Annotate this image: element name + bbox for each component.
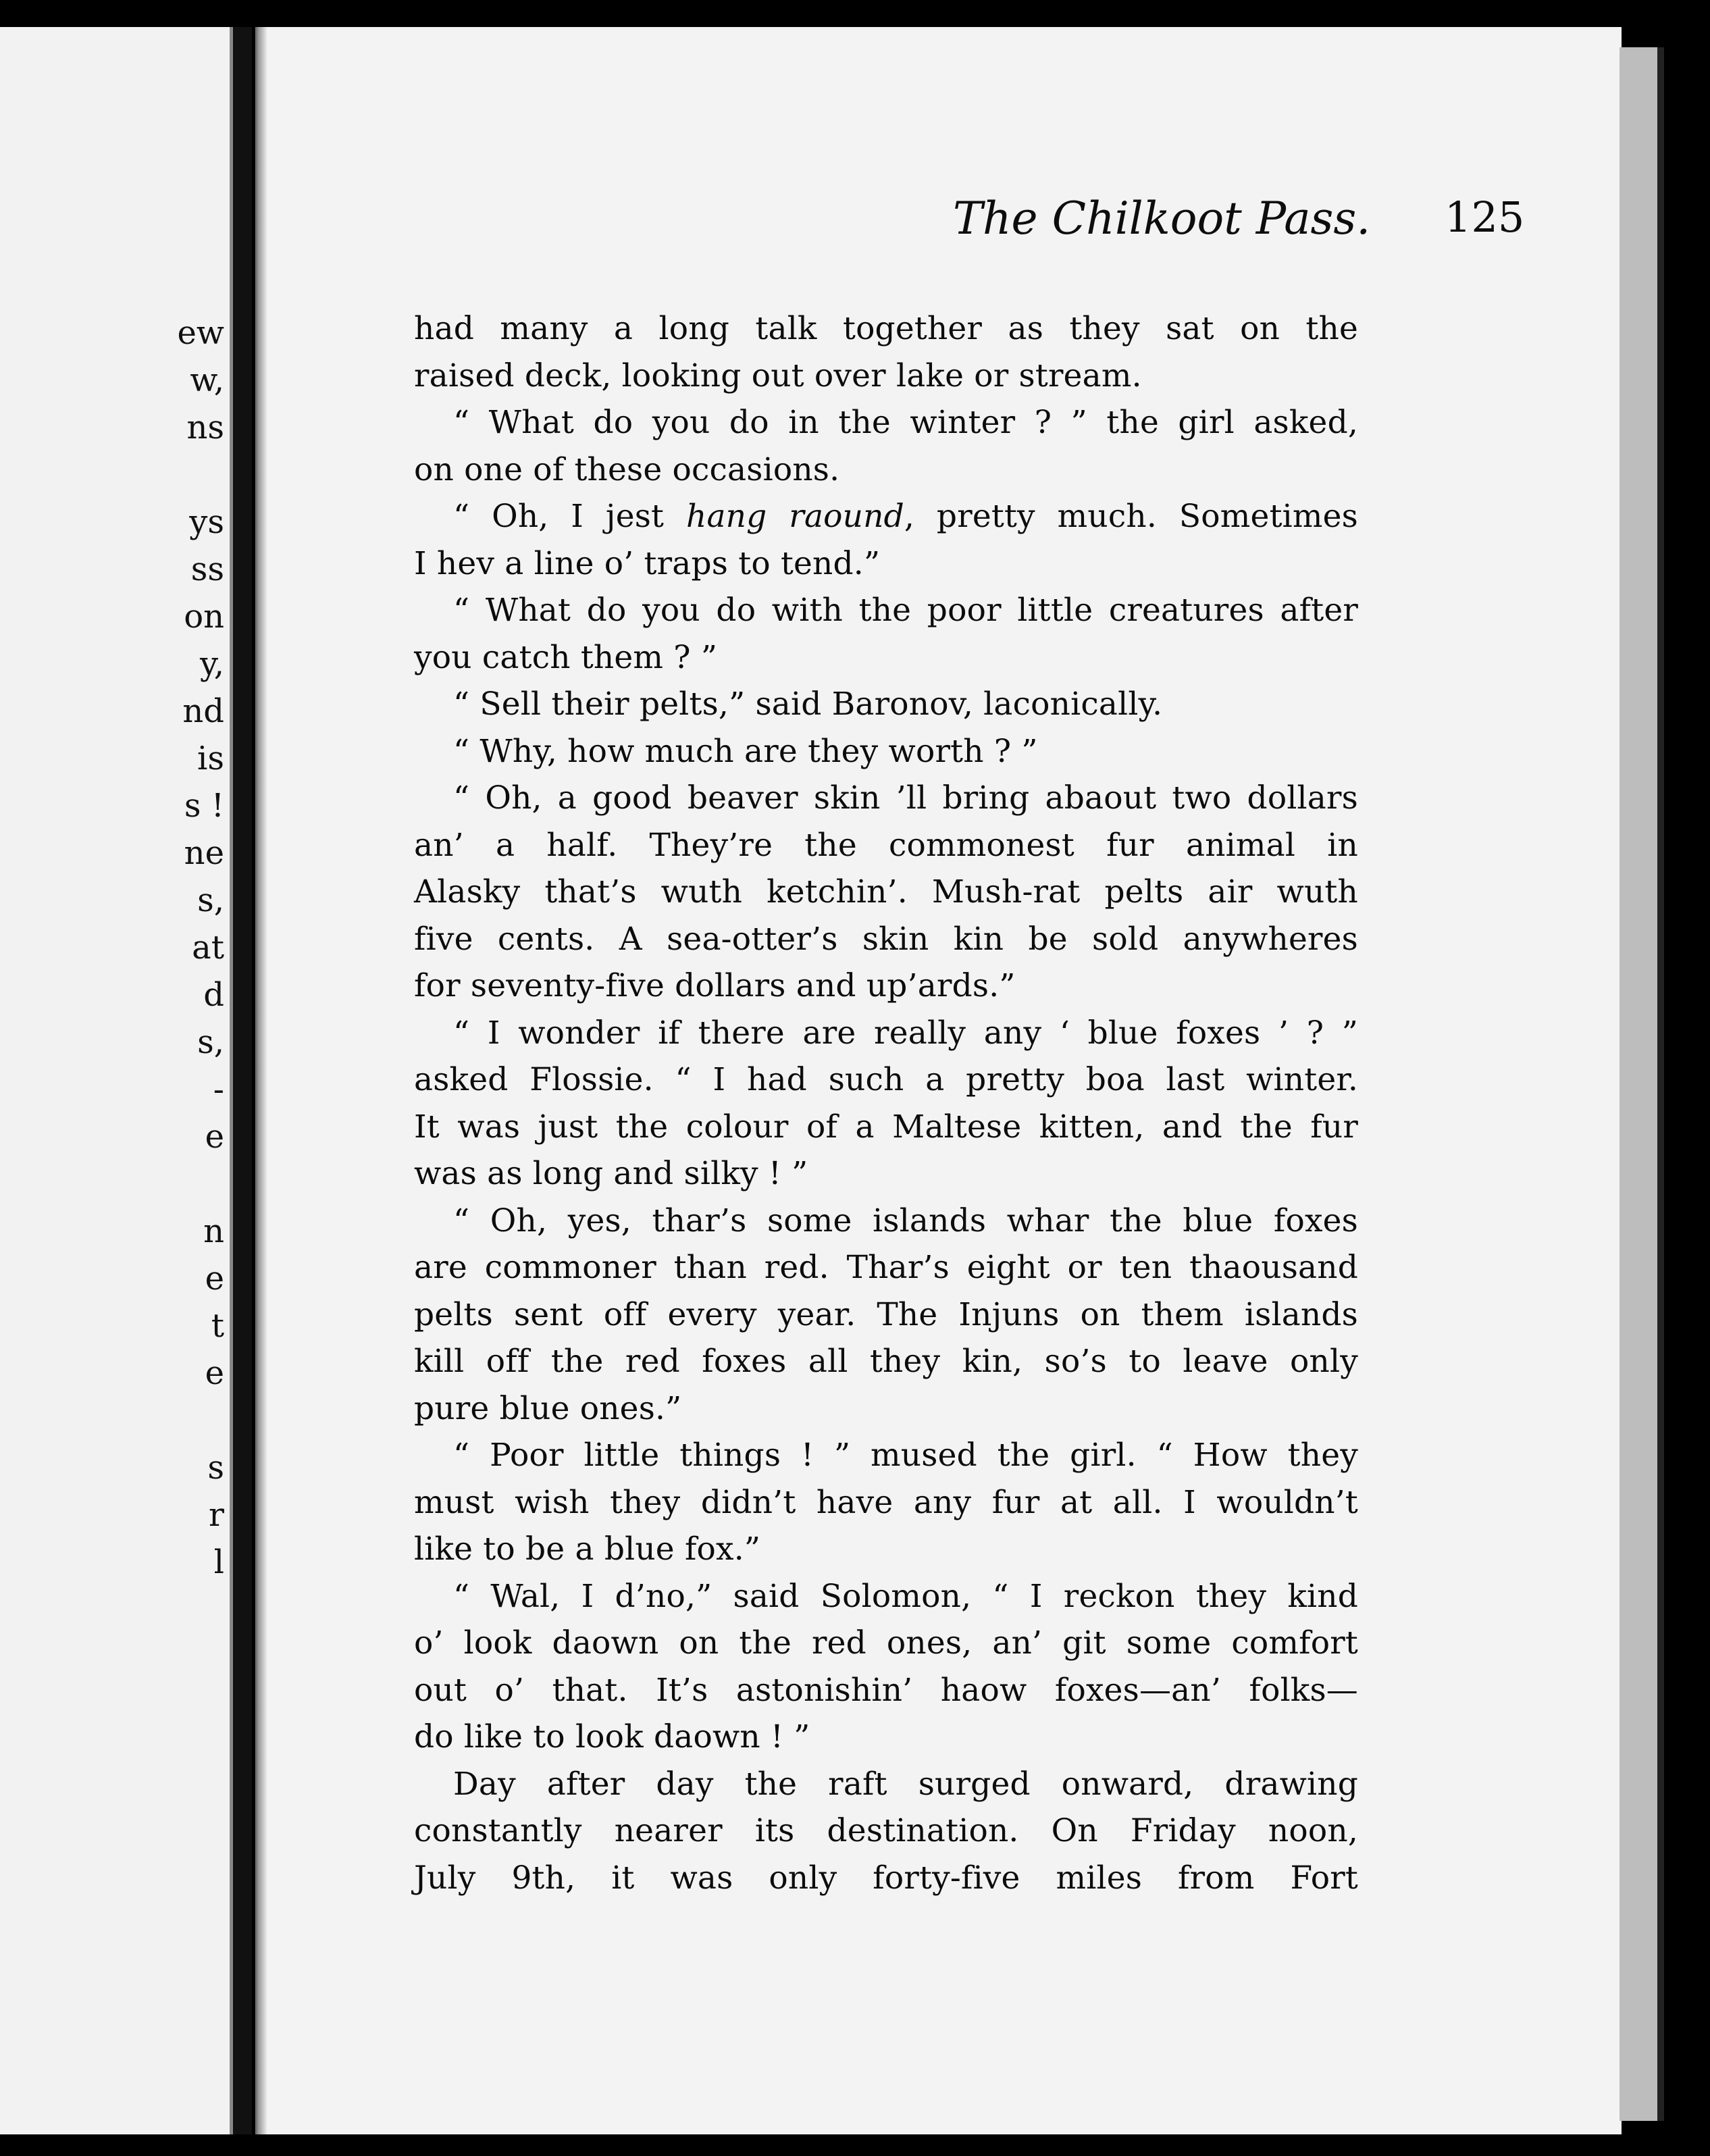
italic-phrase: hang raound bbox=[685, 498, 904, 535]
text-line: It was just the colour of a Maltese kitten, and the fur bbox=[414, 1108, 1358, 1146]
text-line: raised deck, looking out over lake or stream. bbox=[414, 357, 1142, 394]
left-page-fragment: e bbox=[205, 1354, 224, 1392]
text-line: five cents. A sea-otter’s skin kin be sold anywheres bbox=[414, 920, 1358, 958]
book-page bbox=[255, 27, 1622, 2134]
left-page-fragment: ew bbox=[177, 314, 224, 352]
left-page-fragment: ys bbox=[189, 503, 224, 541]
left-page-fragment: nd bbox=[182, 692, 224, 730]
left-page-fragment: on bbox=[184, 598, 224, 636]
text-line: asked Flossie. “ I had such a pretty boa last winter. bbox=[414, 1061, 1358, 1098]
left-page-fragment bbox=[178, 451, 225, 498]
text-line: must wish they didn’t have any fur at all. I wouldn’t bbox=[414, 1483, 1358, 1521]
text-line: “ Oh, a good beaver skin ’ll bring abaout two dollars bbox=[453, 779, 1358, 817]
left-page-fragment: s, bbox=[197, 1023, 224, 1061]
left-page-fragment: s bbox=[207, 1449, 224, 1487]
left-page-fragment bbox=[178, 1397, 225, 1444]
left-page-fragment: s, bbox=[197, 881, 224, 919]
text-line: pure blue ones.” bbox=[414, 1389, 682, 1427]
text-line: constantly nearer its destination. On Friday noon, bbox=[414, 1812, 1358, 1849]
book-gutter bbox=[233, 27, 252, 2134]
page-number: 125 bbox=[1445, 192, 1525, 242]
text-line: do like to look daown ! ” bbox=[414, 1718, 810, 1755]
text-line: on one of these occasions. bbox=[414, 451, 840, 488]
left-page-fragment: w, bbox=[190, 361, 224, 399]
left-page-fragment: - bbox=[213, 1071, 224, 1108]
left-page-fragment: at bbox=[192, 929, 224, 967]
left-page-fragment: s ! bbox=[184, 787, 224, 825]
text-line: “ What do you do with the poor little creatures after bbox=[453, 592, 1358, 629]
left-page-fragment: t bbox=[211, 1307, 224, 1345]
text-line: Day after day the raft surged onward, drawing bbox=[453, 1765, 1358, 1803]
left-page-fragment: y, bbox=[200, 645, 224, 683]
left-page-fragment: is bbox=[197, 740, 224, 777]
running-head bbox=[413, 192, 1622, 260]
text-line: “ Poor little things ! ” mused the girl. “ How they bbox=[453, 1437, 1358, 1474]
text-line: are commoner than red. Thar’s eight or ten thaousand bbox=[414, 1249, 1358, 1286]
left-page-fragment: r bbox=[209, 1496, 224, 1534]
text-line: pelts sent off every year. The Injuns on them islands bbox=[414, 1295, 1358, 1333]
text-line: like to be a blue fox.” bbox=[414, 1531, 761, 1568]
text-line: was as long and silky ! ” bbox=[414, 1155, 808, 1192]
text-line: I hev a line o’ traps to tend.” bbox=[414, 544, 881, 582]
text-line: had many a long talk together as they sat on the bbox=[414, 310, 1358, 347]
text-line: Alasky that’s wuth ketchin’. Mush-rat pelts air wuth bbox=[414, 873, 1358, 910]
running-head-title: The Chilkoot Pass. bbox=[953, 192, 1371, 245]
text-line: kill off the red foxes all they kin, so’s to leave only bbox=[414, 1343, 1358, 1380]
left-page-text-fragments bbox=[178, 309, 225, 1586]
text-line: “ What do you do in the winter ? ” the girl asked, bbox=[453, 404, 1358, 441]
page-edge bbox=[1620, 47, 1664, 2121]
left-page-fragment: d bbox=[203, 976, 224, 1014]
text-line: “ Oh, I jest hang raound, pretty much. Sometimes bbox=[453, 498, 1358, 535]
left-page-fragment: ne bbox=[184, 834, 224, 872]
left-page-fragment: ns bbox=[186, 409, 224, 446]
left-page-fragment: l bbox=[213, 1543, 224, 1581]
left-page-fragment: e bbox=[205, 1118, 224, 1156]
text-line: “ Oh, yes, thar’s some islands whar the blue foxes bbox=[453, 1202, 1358, 1239]
left-page-fragment: n bbox=[203, 1212, 224, 1250]
text-line: “ I wonder if there are really any ‘ blue foxes ’ ? ” bbox=[453, 1014, 1358, 1052]
left-page-fragment bbox=[178, 1160, 225, 1208]
left-page-fragment: e bbox=[205, 1260, 224, 1298]
body-text bbox=[414, 305, 1358, 1901]
text-line: “ Wal, I d’no,” said Solomon, “ I reckon they kind bbox=[453, 1577, 1358, 1615]
text-line: July 9th, it was only forty-five miles from Fort bbox=[414, 1859, 1358, 1897]
text-line: out o’ that. It’s astonishin’ haow foxes—an’ folks— bbox=[414, 1671, 1358, 1709]
gutter-shadow bbox=[255, 27, 267, 2134]
text-line: an’ a half. They’re the commonest fur animal in bbox=[414, 826, 1358, 864]
text-line: “ Why, how much are they worth ? ” bbox=[453, 732, 1038, 770]
text-line: o’ look daown on the red ones, an’ git some comfort bbox=[414, 1624, 1358, 1662]
text-line: for seventy-five dollars and up’ards.” bbox=[414, 967, 1016, 1004]
text-line: you catch them ? ” bbox=[414, 638, 718, 676]
left-page-fragment: ss bbox=[190, 550, 224, 588]
text-line: “ Sell their pelts,” said Baronov, laconically. bbox=[453, 686, 1163, 723]
left-facing-page bbox=[0, 27, 234, 2134]
